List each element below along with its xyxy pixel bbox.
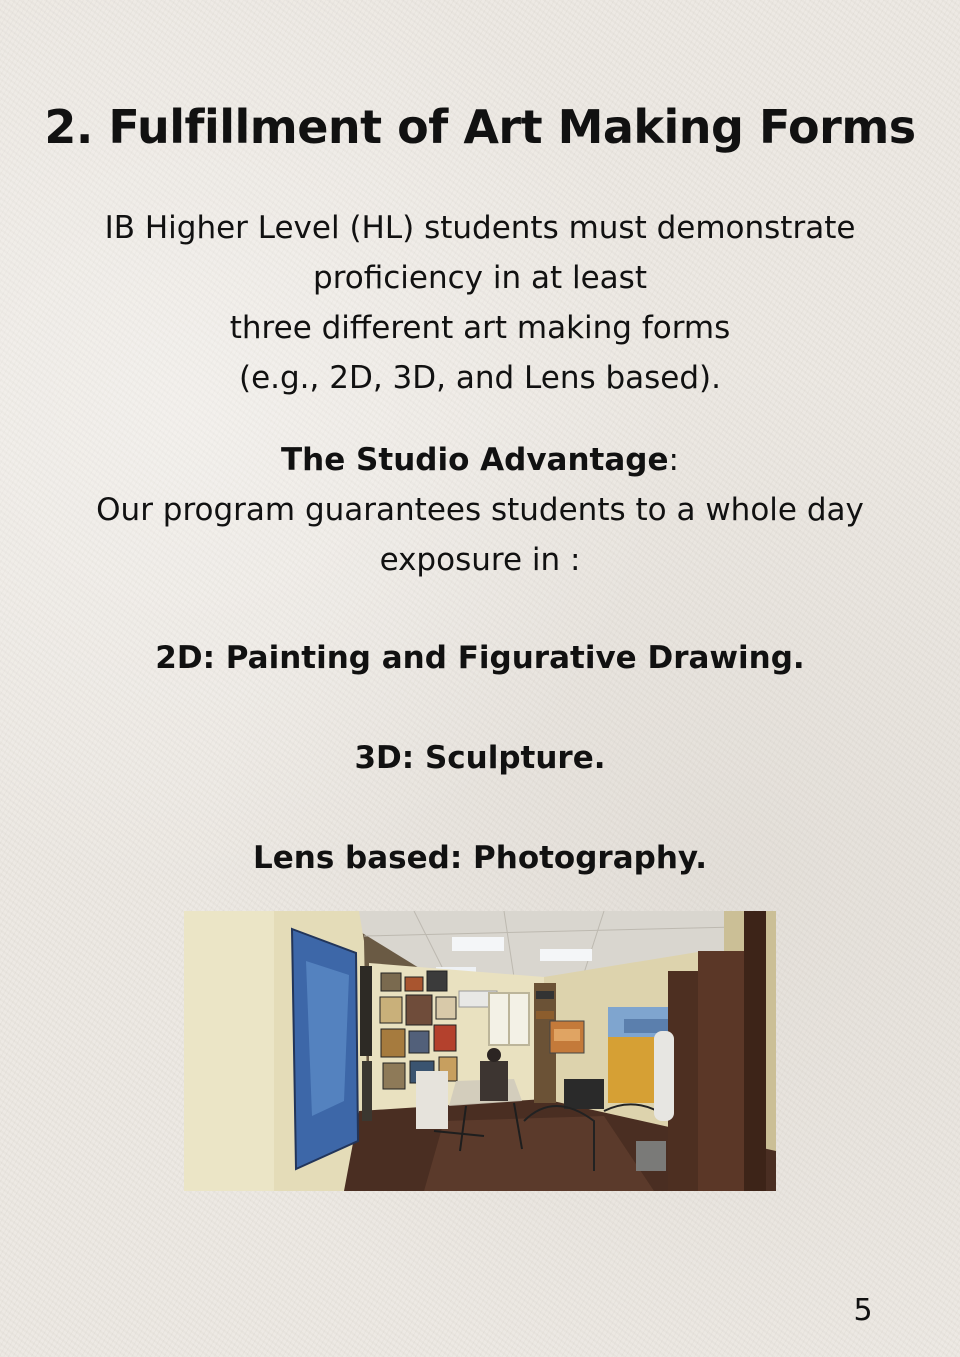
page-title: 2. Fulfillment of Art Making Forms <box>44 100 916 154</box>
advantage-line: exposure in : <box>379 542 581 578</box>
advantage-line: Our program guarantees students to a whole day <box>96 492 864 528</box>
intro-line: (e.g., 2D, 3D, and Lens based). <box>238 360 721 396</box>
studio-advantage-heading: The Studio Advantage <box>281 442 669 478</box>
form-2d: 2D: Painting and Figurative Drawing. <box>155 640 805 676</box>
intro-paragraph <box>40 203 920 403</box>
intro-line: three different art making forms <box>229 310 731 346</box>
form-lens-based: Lens based: Photography. <box>252 840 708 876</box>
page-number: 5 <box>853 1293 873 1328</box>
studio-advantage-heading-line <box>40 435 920 485</box>
intro-line: IB Higher Level (HL) students must demonstrate <box>104 210 856 246</box>
form-3d: 3D: Sculpture. <box>354 740 606 776</box>
intro-line: proficiency in at least <box>313 260 647 296</box>
studio-photo <box>184 911 776 1191</box>
heading-colon: : <box>668 442 679 478</box>
studio-advantage-section <box>40 435 920 585</box>
studio-photo-illustration <box>184 911 776 1191</box>
